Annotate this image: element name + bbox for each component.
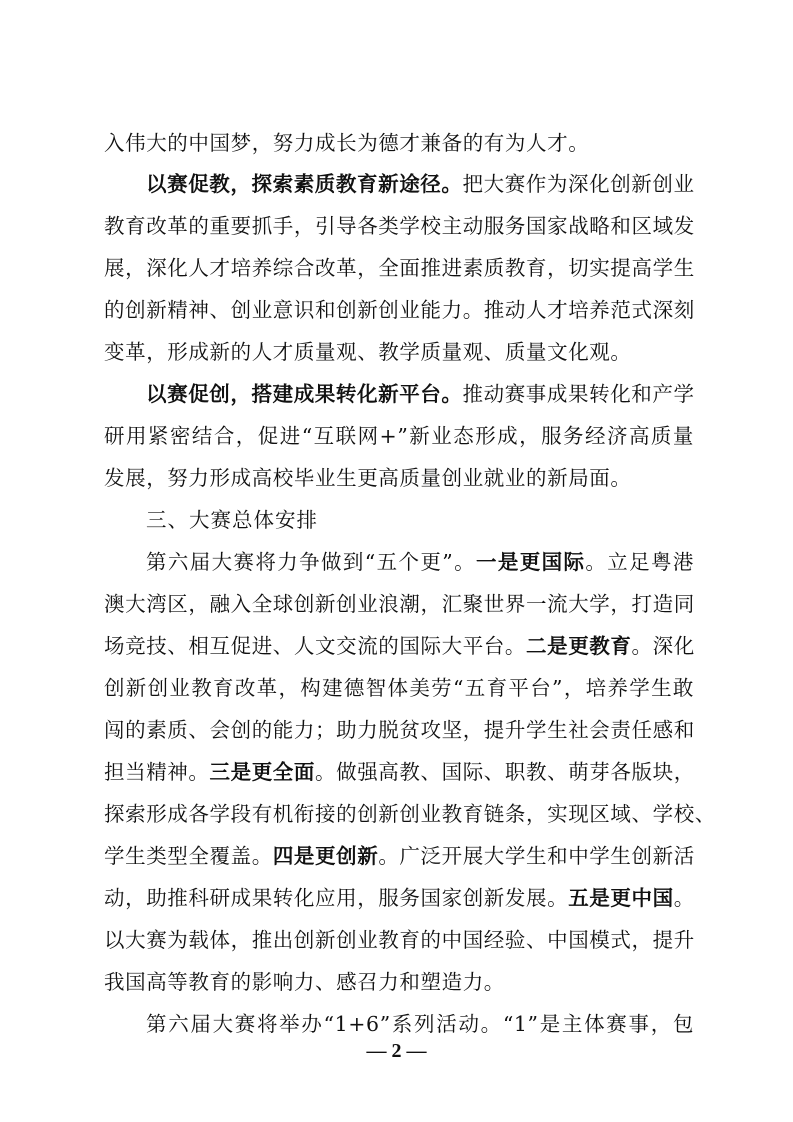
text-segment: 。 xyxy=(673,886,695,910)
text-segment: 。深化 xyxy=(631,634,695,658)
text-segment: 教育改革的重要抓手，引导各类学校主动服务国家战略和区域发 xyxy=(104,214,695,238)
bold-phrase: 四是更创新 xyxy=(272,844,379,868)
text-segment: 第六届大赛将力争做到“五个更”。 xyxy=(146,550,476,574)
text-segment: 的创新精神、创业意识和创新创业能力。推动人才培养范式深刻 xyxy=(104,298,695,322)
text-segment: 澳大湾区，融入全球创新创业浪潮，汇聚世界一流大学，打造同 xyxy=(104,592,695,616)
text-segment: 。做强高教、国际、职教、萌芽各版块， xyxy=(315,760,695,784)
text-line xyxy=(146,542,694,582)
text-line xyxy=(104,458,694,498)
text-line xyxy=(104,584,694,624)
text-segment: 第六届大赛将举办“1+6”系列活动。“1”是主体赛事，包 xyxy=(146,1012,694,1036)
text-line xyxy=(104,626,694,666)
text-segment: 。立足粤港 xyxy=(585,550,695,574)
bold-phrase: 二是更教育 xyxy=(526,634,632,658)
text-segment: 把大赛作为深化创新创业 xyxy=(462,172,695,196)
text-line xyxy=(104,836,694,876)
text-segment: 担当精神。 xyxy=(104,760,210,784)
text-segment: 创新创业教育改革，构建德智体美劳“五育平台”，培养学生敢 xyxy=(104,676,694,700)
text-line xyxy=(104,752,694,792)
text-segment: 闯的素质、会创的能力；助力脱贫攻坚，提升学生社会责任感和 xyxy=(104,718,695,742)
text-line xyxy=(104,962,694,1002)
text-segment: 探索形成各学段有机衔接的创新创业教育链条，实现区域、学校、 xyxy=(104,802,716,826)
text-line xyxy=(104,668,694,708)
text-segment: 场竞技、相互促进、人文交流的国际大平台。 xyxy=(104,634,526,658)
text-segment: 入伟大的中国梦，努力成长为德才兼备的有为人才。 xyxy=(104,131,590,155)
text-segment: 以大赛为载体，推出创新创业教育的中国经验、中国模式，提升 xyxy=(104,928,695,952)
text-segment: 动，助推科研成果转化应用，服务国家创新发展。 xyxy=(104,886,569,910)
section-heading xyxy=(146,500,694,540)
text-line xyxy=(146,374,694,414)
bold-phrase: 一是更国际 xyxy=(476,550,586,574)
text-line xyxy=(104,248,694,288)
text-segment: 。广泛开展大学生和中学生创新活 xyxy=(378,844,695,868)
text-segment: 发展，努力形成高校毕业生更高质量创业就业的新局面。 xyxy=(104,466,632,490)
text-line xyxy=(104,878,694,918)
text-line xyxy=(104,416,694,456)
text-line xyxy=(104,290,694,330)
page-number: — 2 — xyxy=(366,1040,427,1062)
text-line xyxy=(104,794,716,834)
text-line xyxy=(104,123,694,163)
text-line xyxy=(104,206,694,246)
text-line xyxy=(104,920,694,960)
bold-phrase: 以赛促教，探索素质教育新途径。 xyxy=(146,172,463,196)
text-line xyxy=(104,332,694,372)
text-line xyxy=(104,710,694,750)
text-segment: 我国高等教育的影响力、感召力和塑造力。 xyxy=(104,970,505,994)
text-segment: 展，深化人才培养综合改革，全面推进素质教育，切实提高学生 xyxy=(104,256,695,280)
text-line xyxy=(146,164,694,204)
text-segment: 学生类型全覆盖。 xyxy=(104,844,273,868)
bold-phrase: 以赛促创，搭建成果转化新平台。 xyxy=(146,382,463,406)
text-segment: 变革，形成新的人才质量观、教学质量观、质量文化观。 xyxy=(104,340,632,364)
text-segment: 研用紧密结合，促进“互联网+”新业态形成，服务经济高质量 xyxy=(104,424,694,448)
bold-phrase: 三是更全面 xyxy=(209,760,315,784)
bold-phrase: 五是更中国 xyxy=(568,886,674,910)
text-segment: 推动赛事成果转化和产学 xyxy=(462,382,695,406)
text-segment: 三、大赛总体安排 xyxy=(146,508,318,532)
